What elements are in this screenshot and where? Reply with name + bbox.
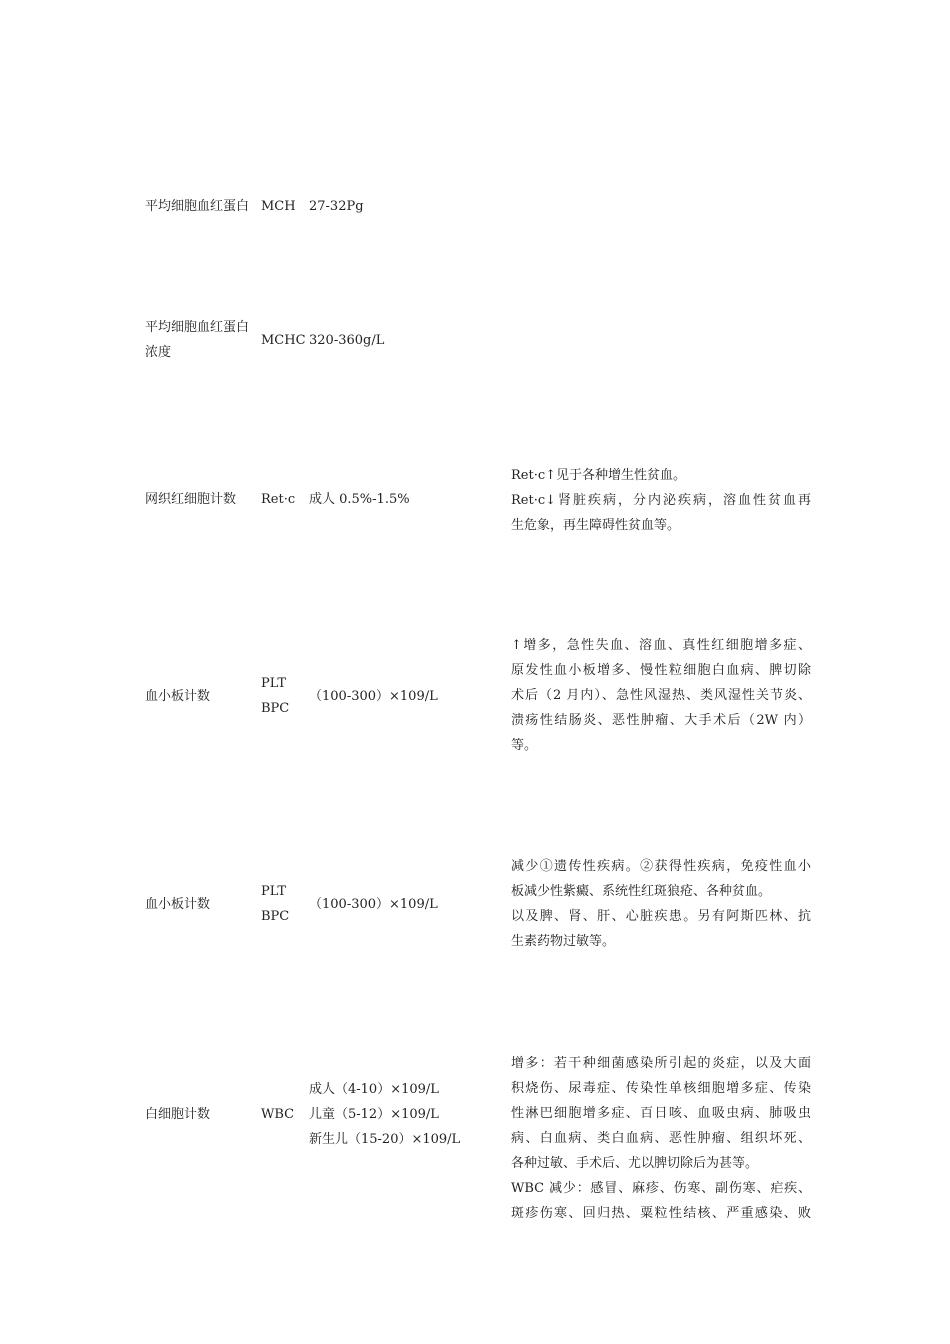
test-abbreviation-line: MCH xyxy=(261,199,296,214)
normal-range xyxy=(309,684,438,709)
test-abbreviation-line: BPC xyxy=(261,701,290,716)
test-name-line: 白细胞计数 xyxy=(145,1107,211,1122)
test-name-line: 浓度 xyxy=(145,345,172,360)
significance-line: Ret·c↑见于各种增生性贫血。 xyxy=(511,468,687,483)
normal-range xyxy=(309,487,410,512)
test-name-line: 平均细胞血红蛋白 xyxy=(145,320,250,335)
significance-line: Ret·c↓肾脏疾病，分内泌疾病，溶血性贫血再 xyxy=(511,493,811,508)
test-abbreviation-line: PLT xyxy=(261,676,286,691)
normal-range-line: 新生儿（15-20）×109/L xyxy=(309,1132,461,1147)
significance-line: ↑增多，急性失血、溶血、真性红细胞增多症、 xyxy=(511,638,811,653)
significance-line: 等。 xyxy=(511,738,538,753)
test-name xyxy=(145,684,210,709)
test-name xyxy=(145,487,236,512)
clinical-significance xyxy=(511,463,811,538)
test-name-line: 血小板计数 xyxy=(145,897,211,912)
test-abbreviation-line: MCHC xyxy=(261,333,306,348)
significance-line: 积烧伤、尿毒症、传染性单核细胞增多症、传染 xyxy=(511,1081,811,1096)
clinical-significance xyxy=(511,633,811,758)
significance-line: 板减少性紫癜、系统性红斑狼疮、各种贫血。 xyxy=(511,884,772,899)
normal-range xyxy=(309,1077,460,1152)
significance-line: 性淋巴细胞增多症、百日咳、血吸虫病、肺吸虫 xyxy=(511,1106,811,1121)
significance-line: 病、白血病、类白血病、恶性肿瘤、组织坏死、 xyxy=(511,1131,811,1146)
significance-line: 斑疹伤寒、回归热、粟粒性结核、严重感染、败 xyxy=(511,1206,811,1221)
normal-range-line: （100-300）×109/L xyxy=(309,689,438,704)
normal-range-line: 成人（4-10）×109/L xyxy=(309,1082,439,1097)
normal-range xyxy=(309,892,438,917)
significance-line: 生危象，再生障碍性贫血等。 xyxy=(511,518,681,533)
normal-range-line: 27-32Pg xyxy=(309,199,364,214)
test-abbreviation-line: BPC xyxy=(261,909,290,924)
test-name xyxy=(145,1102,210,1127)
test-name xyxy=(145,892,210,917)
test-abbreviation xyxy=(261,487,295,512)
test-name xyxy=(145,315,249,365)
normal-range xyxy=(309,328,384,353)
test-abbreviation xyxy=(261,194,296,219)
significance-line: 增多：若干种细菌感染所引起的炎症，以及大面 xyxy=(511,1056,811,1071)
clinical-significance xyxy=(511,854,811,954)
significance-line: 原发性血小板增多、慢性粒细胞白血病、脾切除 xyxy=(511,663,811,678)
test-abbreviation-line: PLT xyxy=(261,884,286,899)
normal-range-line: 320-360g/L xyxy=(309,333,385,348)
test-name xyxy=(145,194,249,219)
test-name-line: 网织红细胞计数 xyxy=(145,492,237,507)
test-abbreviation-line: WBC xyxy=(261,1107,295,1122)
significance-line: 各种过敏、手术后、尤以脾切除后为甚等。 xyxy=(511,1156,759,1171)
test-abbreviation xyxy=(261,1102,294,1127)
test-name-line: 平均细胞血红蛋白 xyxy=(145,199,250,214)
test-abbreviation xyxy=(261,671,289,721)
significance-line: 减少①遗传性疾病。②获得性疾病，免疫性血小 xyxy=(511,859,811,874)
clinical-significance xyxy=(511,1051,811,1226)
test-abbreviation xyxy=(261,328,306,353)
significance-line: WBC 减少：感冒、麻疹、伤寒、副伤寒、疟疾、 xyxy=(511,1181,811,1196)
test-abbreviation xyxy=(261,879,289,929)
significance-line: 以及脾、肾、肝、心脏疾患。另有阿斯匹林、抗 xyxy=(511,909,811,924)
normal-range-line: 儿童（5-12）×109/L xyxy=(309,1107,439,1122)
test-abbreviation-line: Ret·c xyxy=(261,492,296,507)
normal-range-line: （100-300）×109/L xyxy=(309,897,438,912)
normal-range-line: 成人 0.5%-1.5% xyxy=(309,492,410,507)
significance-line: 溃疡性结肠炎、恶性肿瘤、大手术后（2W 内） xyxy=(511,713,811,728)
significance-line: 术后（2 月内）、急性风湿热、类风湿性关节炎、 xyxy=(511,688,811,703)
normal-range xyxy=(309,194,364,219)
test-name-line: 血小板计数 xyxy=(145,689,211,704)
significance-line: 生素药物过敏等。 xyxy=(511,934,616,949)
